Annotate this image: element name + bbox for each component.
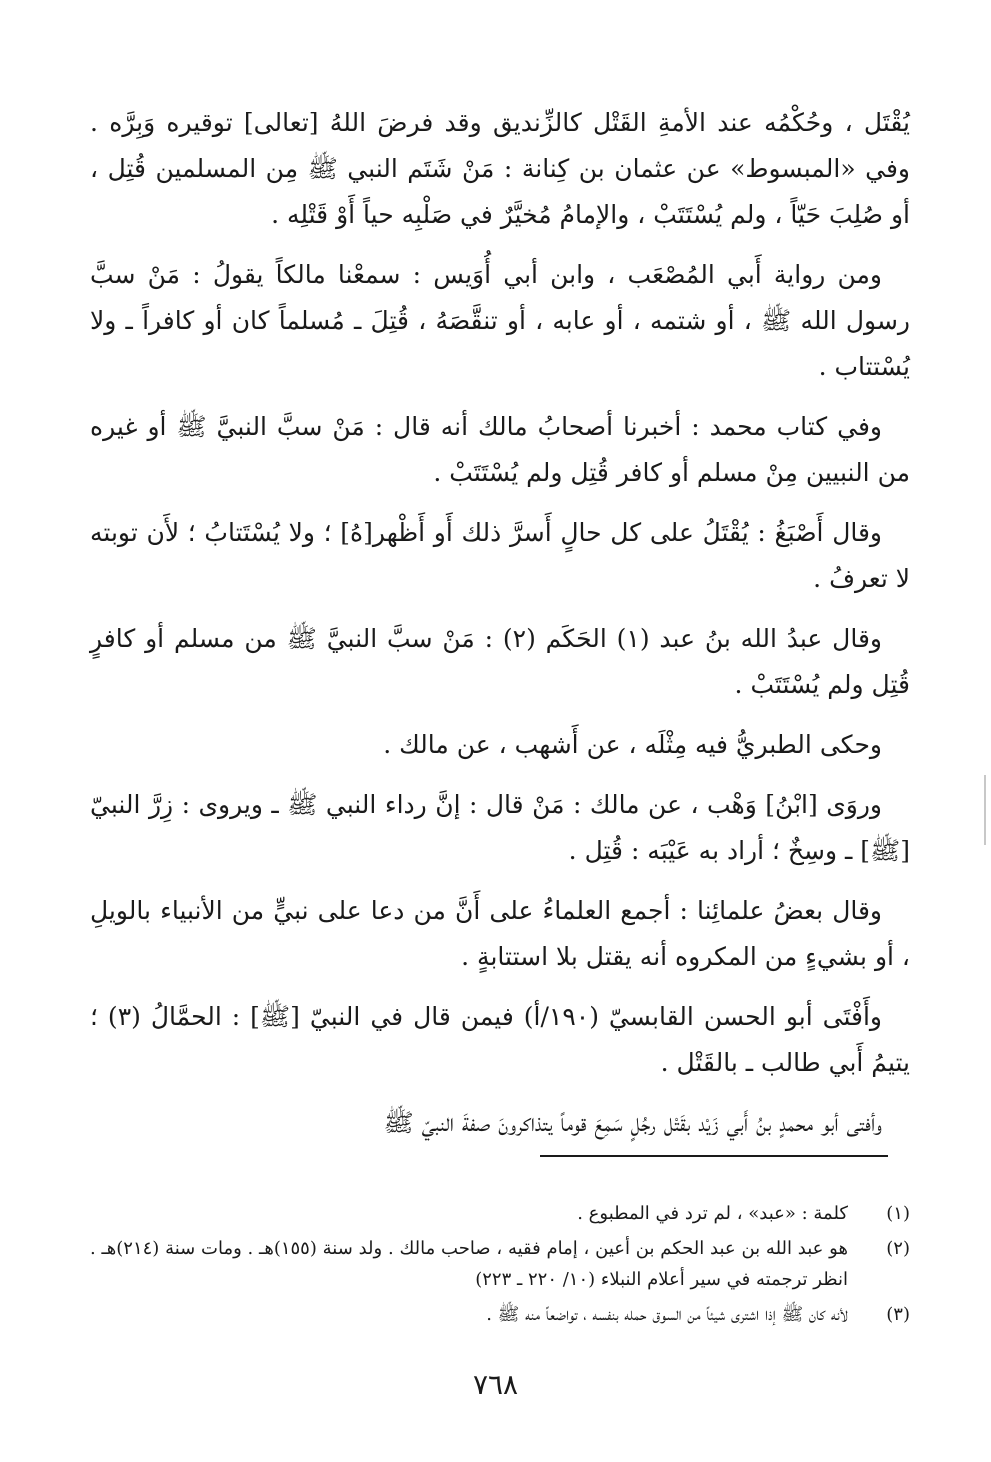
paragraph-6: وحكى الطبريُّ فيه مِثْلَه ، عن أَشهب ، عن مالك .	[383, 730, 882, 759]
footnote-3	[90, 1299, 910, 1330]
footnote-number: (١)	[886, 1203, 910, 1224]
scan-edge-mark	[984, 775, 986, 845]
paragraph-7: وروَى [ابْنُ] وَهْب ، عن مالك : مَنْ قال : إنَّ رداء النبي ﷺ ـ ويروى : زِرَّ النبيّ [ﷺ] ـ وسِخٌ ؛ أراد به عَيْبَه : قُتِل .	[90, 790, 910, 865]
footnote-divider	[540, 1155, 888, 1157]
paragraph-9: وأَفْتَى أبو الحسن القابسيّ (١٩٠/أ) فيمن قال في النبيّ [ﷺ] : الحمَّالُ (٣) ؛ يتيمُ أَبي طالب ـ بالقَتْل .	[90, 1002, 910, 1077]
main-text	[90, 100, 910, 1146]
page-number: ٧٦٨	[472, 1368, 519, 1401]
book-page	[90, 100, 910, 1160]
footnote-text: هو عبد الله بن عبد الحكم بن أعين ، إمام فقيه ، صاحب مالك . ولد سنة (١٥٥)هـ . ومات سنة (٢١٤)هـ . انظر ترجمته في سير أعلام النبلاء (١٠/ ٢٢٠ ـ ٢٢٣)	[90, 1238, 848, 1290]
paragraph-8: وقال بعضُ علمائِنا : أجمع العلماءُ على أَنَّ من دعا على نبيٍّ من الأنبياء بالويلِ ، أو بشيءٍ من المكروه أنه يقتل بلا استتابةٍ .	[90, 896, 910, 971]
paragraph-10: وأفتى أبو محمدٍ بنُ أَبي زَيْد بقَتْل رجُلٍ سَمِعَ قوماً يتذاكرونَ صفةَ النبيّ ﷺ	[383, 1108, 882, 1137]
footnote-text: كلمة : «عبد» ، لم ترد في المطبوع .	[577, 1203, 848, 1224]
footnote-text: لأنه كان ﷺ إذا اشترى شيئاً من السوق حمله بنفسه ، تواضعاً منه ﷺ .	[486, 1304, 848, 1325]
paragraph-3: وفي كتاب محمد : أخبرنا أصحابُ مالك أنه قال : مَنْ سبَّ النبيَّ ﷺ أو غيره من النبيين مِنْ مسلم أو كافر قُتِل ولم يُسْتَتَبْ .	[90, 412, 910, 487]
footnotes	[90, 1198, 910, 1334]
paragraph-4: وقال أَصْبَغُ : يُقْتَلُ على كل حالٍ أَسرَّ ذلك أَو أَظْهر[هُ] ؛ ولا يُسْتَتابُ ؛ لأَن توبته لا تعرفُ .	[90, 518, 910, 593]
footnote-2	[90, 1233, 910, 1295]
paragraph-1: يُقْتَل ، وحُكْمُه عند الأمةِ القَتْل كالزِّنديق وقد فرضَ اللهُ [تعالى] توقيره وَبِرَّه . وفي «المبسوط» عن عثمان بن كِنانة : مَنْ شَتَم النبي ﷺ مِن المسلمين قُتِل ، أو صُلِبَ حَيّاً ، ولم يُسْتَتَبْ ، والإمامُ مُخيَّرٌ في صَلْبِه حياً أَوْ قَتْلِه .	[90, 108, 910, 229]
footnote-number: (٣)	[886, 1304, 910, 1325]
footnote-1	[90, 1198, 910, 1229]
footnote-number: (٢)	[886, 1238, 910, 1259]
paragraph-5: وقال عبدُ الله بنُ عبد (١) الحَكَم (٢) : مَنْ سبَّ النبيَّ ﷺ من مسلم أو كافرٍ قُتِل ولم يُسْتَتَبْ .	[90, 624, 910, 699]
paragraph-2: ومن رواية أَبي المُصْعَب ، وابن أبي أُوَيس : سمعْنا مالكاً يقولُ : مَنْ سبَّ رسول الله ﷺ ، أو شتمه ، أو عابه ، أو تنقَّصَهُ ، قُتِلَ ـ مُسلماً كان أو كافراً ـ ولا يُسْتتاب .	[90, 260, 910, 381]
